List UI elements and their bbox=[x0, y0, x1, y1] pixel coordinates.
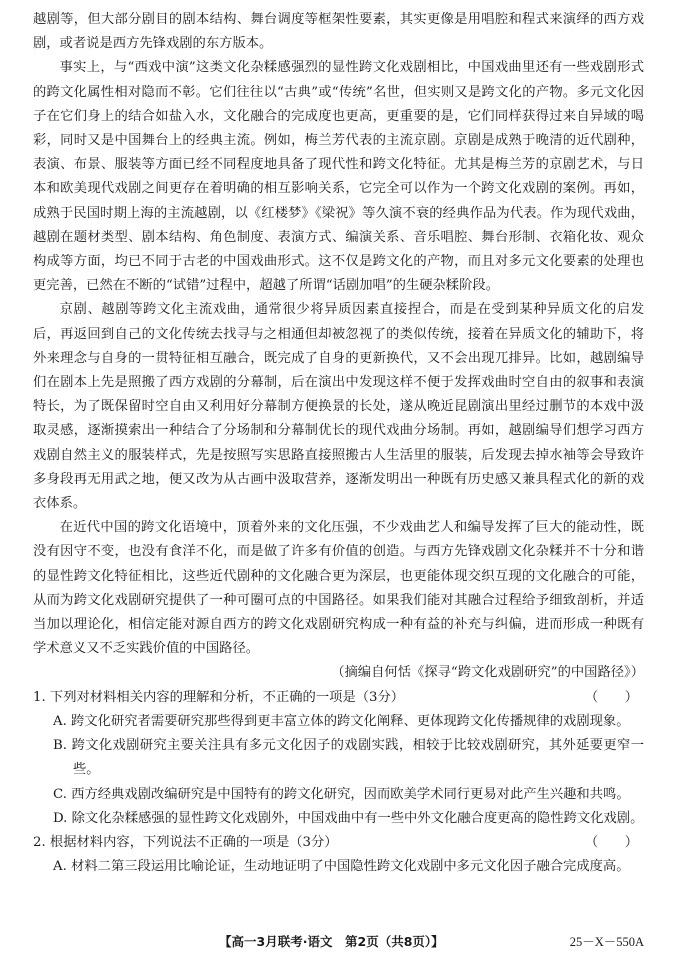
footer-exam-info: 【高一3月联考·语文 第2页（共8页）】 bbox=[219, 934, 444, 949]
reading-passage bbox=[33, 8, 644, 686]
question-1-option-a: A. 跨文化研究者需要研究那些得到更丰富立体的跨文化阐释、更体现跨文化传播规律的戏剧现象。 bbox=[53, 713, 630, 729]
paragraph-implicit-intercultural: 事实上，与“西戏中演”这类文化杂糅感强烈的显性跨文化戏剧相比，中国戏曲里还有一些戏剧形式的跨文化属性相对隐而不彰。它们往往以“古典”或“传统”名世，但实则又是跨文化的产物。多元文化因子在它们身上的结合如盐入水，文化融合的完成度也更高，更重要的是，它们同样获得过来自异域的喝彩，同时又是中国舞台上的经典主流。例如，梅兰芳代表的主流京剧。京剧是成熟于晚清的近代剧种，表演、布景、服装等方面已经不同程度地具备了现代性和跨文化特征。尤其是梅兰芳的京剧艺术，与日本和欧美现代戏剧之间更存在着明确的相互影响关系，它完全可以作为一个跨文化戏剧的案例。再如，成熟于民国时期上海的主流越剧，以《红楼梦》《梁祝》等久演不衰的经典作品为代表。作为现代戏曲，越剧在题材类型、剧本结构、角色制度、表演方式、编演关系、音乐唱腔、舞台形制、衣箱化妆、观众构成等方面，均已不同于古老的中国戏曲形式。这不仅是跨文化的产物，而且对多元文化要素的处理也更完善，已然在不断的“试错”过程中，超越了所谓“话剧加唱”的生硬杂糅阶段。 bbox=[33, 60, 644, 294]
paragraph-continuation: 越剧等，但大部分剧目的剧本结构、舞台调度等框架性要素，其实更像是用唱腔和程式来演绎的西方戏剧，或者说是西方先锋戏剧的东方版本。 bbox=[33, 12, 644, 52]
page-footer bbox=[33, 932, 644, 950]
question-1-option-c: C. 西方经典戏剧改编研究是中国特有的跨文化研究，因而欧美学术同行更易对此产生兴趣和共鸣。 bbox=[53, 786, 630, 802]
question-1 bbox=[33, 686, 644, 831]
question-1-answer-blank: （ ） bbox=[584, 689, 638, 705]
question-1-option-d: D. 除文化杂糅感强的显性跨文化戏剧外，中国戏曲中有一些中外文化融合度更高的隐性跨文化戏剧。 bbox=[53, 810, 644, 826]
question-1-option-b: B. 跨文化戏剧研究主要关注具有多元文化因子的戏剧实践，相较于比较戏剧研究，其外延要更窄一些。 bbox=[53, 738, 644, 778]
question-2 bbox=[33, 831, 644, 879]
source-citation: （摘编自何恬《探寻“跨文化戏剧研究”的中国路径》） bbox=[331, 665, 644, 681]
footer-paper-code: 25－X－550A bbox=[569, 935, 644, 949]
question-2-answer-blank: （ ） bbox=[584, 834, 638, 850]
question-1-stem: 1. 下列对材料相关内容的理解和分析，不正确的一项是（3分） bbox=[33, 689, 405, 705]
paragraph-fusion-examples: 京剧、越剧等跨文化主流戏曲，通常很少将异质因素直接捏合，而是在受到某种异质文化的启发后，再返回到自己的文化传统去找寻与之相通但却被忽视了的类似传统，接着在异质文化的辅助下，将外来理念与自身的一贯特征相互融合，既完成了自身的更新换代，又不会出现兀排异。比如，越剧编导们在剧本上先是照搬了西方戏剧的分幕制，后在演出中发现这样不便于发挥戏曲时空自由的叙事和表演特长，为了既保留时空自由又利用好分幕制方便换景的长处，遂从晚近昆剧演出里经过删节的本戏中汲取灵感，逐渐摸索出一种结合了分场制和分幕制优长的现代戏曲分场制。再如，越剧编导们想学习西方戏剧自然主义的服装样式，先是按照写实思路直接照搬古人生活里的服装，后发现去掉水袖等会导致许多身段再无用武之地，便又改为从古画中汲取营养，逐渐发明出一种既有历史感又兼具程式化的新的戏衣体系。 bbox=[33, 302, 644, 512]
question-2-stem: 2. 根据材料内容，下列说法不正确的一项是（3分） bbox=[33, 834, 338, 850]
paragraph-chinese-path: 在近代中国的跨文化语境中，顶着外来的文化压强，不少戏曲艺人和编导发挥了巨大的能动性，既没有因守不变，也没有食洋不化，而是做了许多有价值的创造。与西方先锋戏剧文化杂糅并不十分和谐的显性跨文化特征相比，这些近代剧种的文化融合更为深层，也更能体现交织互现的文化融合的可能，从而为跨文化戏剧研究提供了一种可圈可点的中国路径。如果我们能对其融合过程给予细致剖析，并适当加以理论化，相信定能对源自西方的跨文化戏剧研究构成一种有益的补充与纠偏，进而形成一种既有学术意义又不乏实践价值的中国路径。 bbox=[33, 520, 644, 657]
question-2-option-a: A. 材料二第三段运用比喻论证，生动地证明了中国隐性跨文化戏剧中多元文化因子融合完成度高。 bbox=[53, 859, 630, 875]
